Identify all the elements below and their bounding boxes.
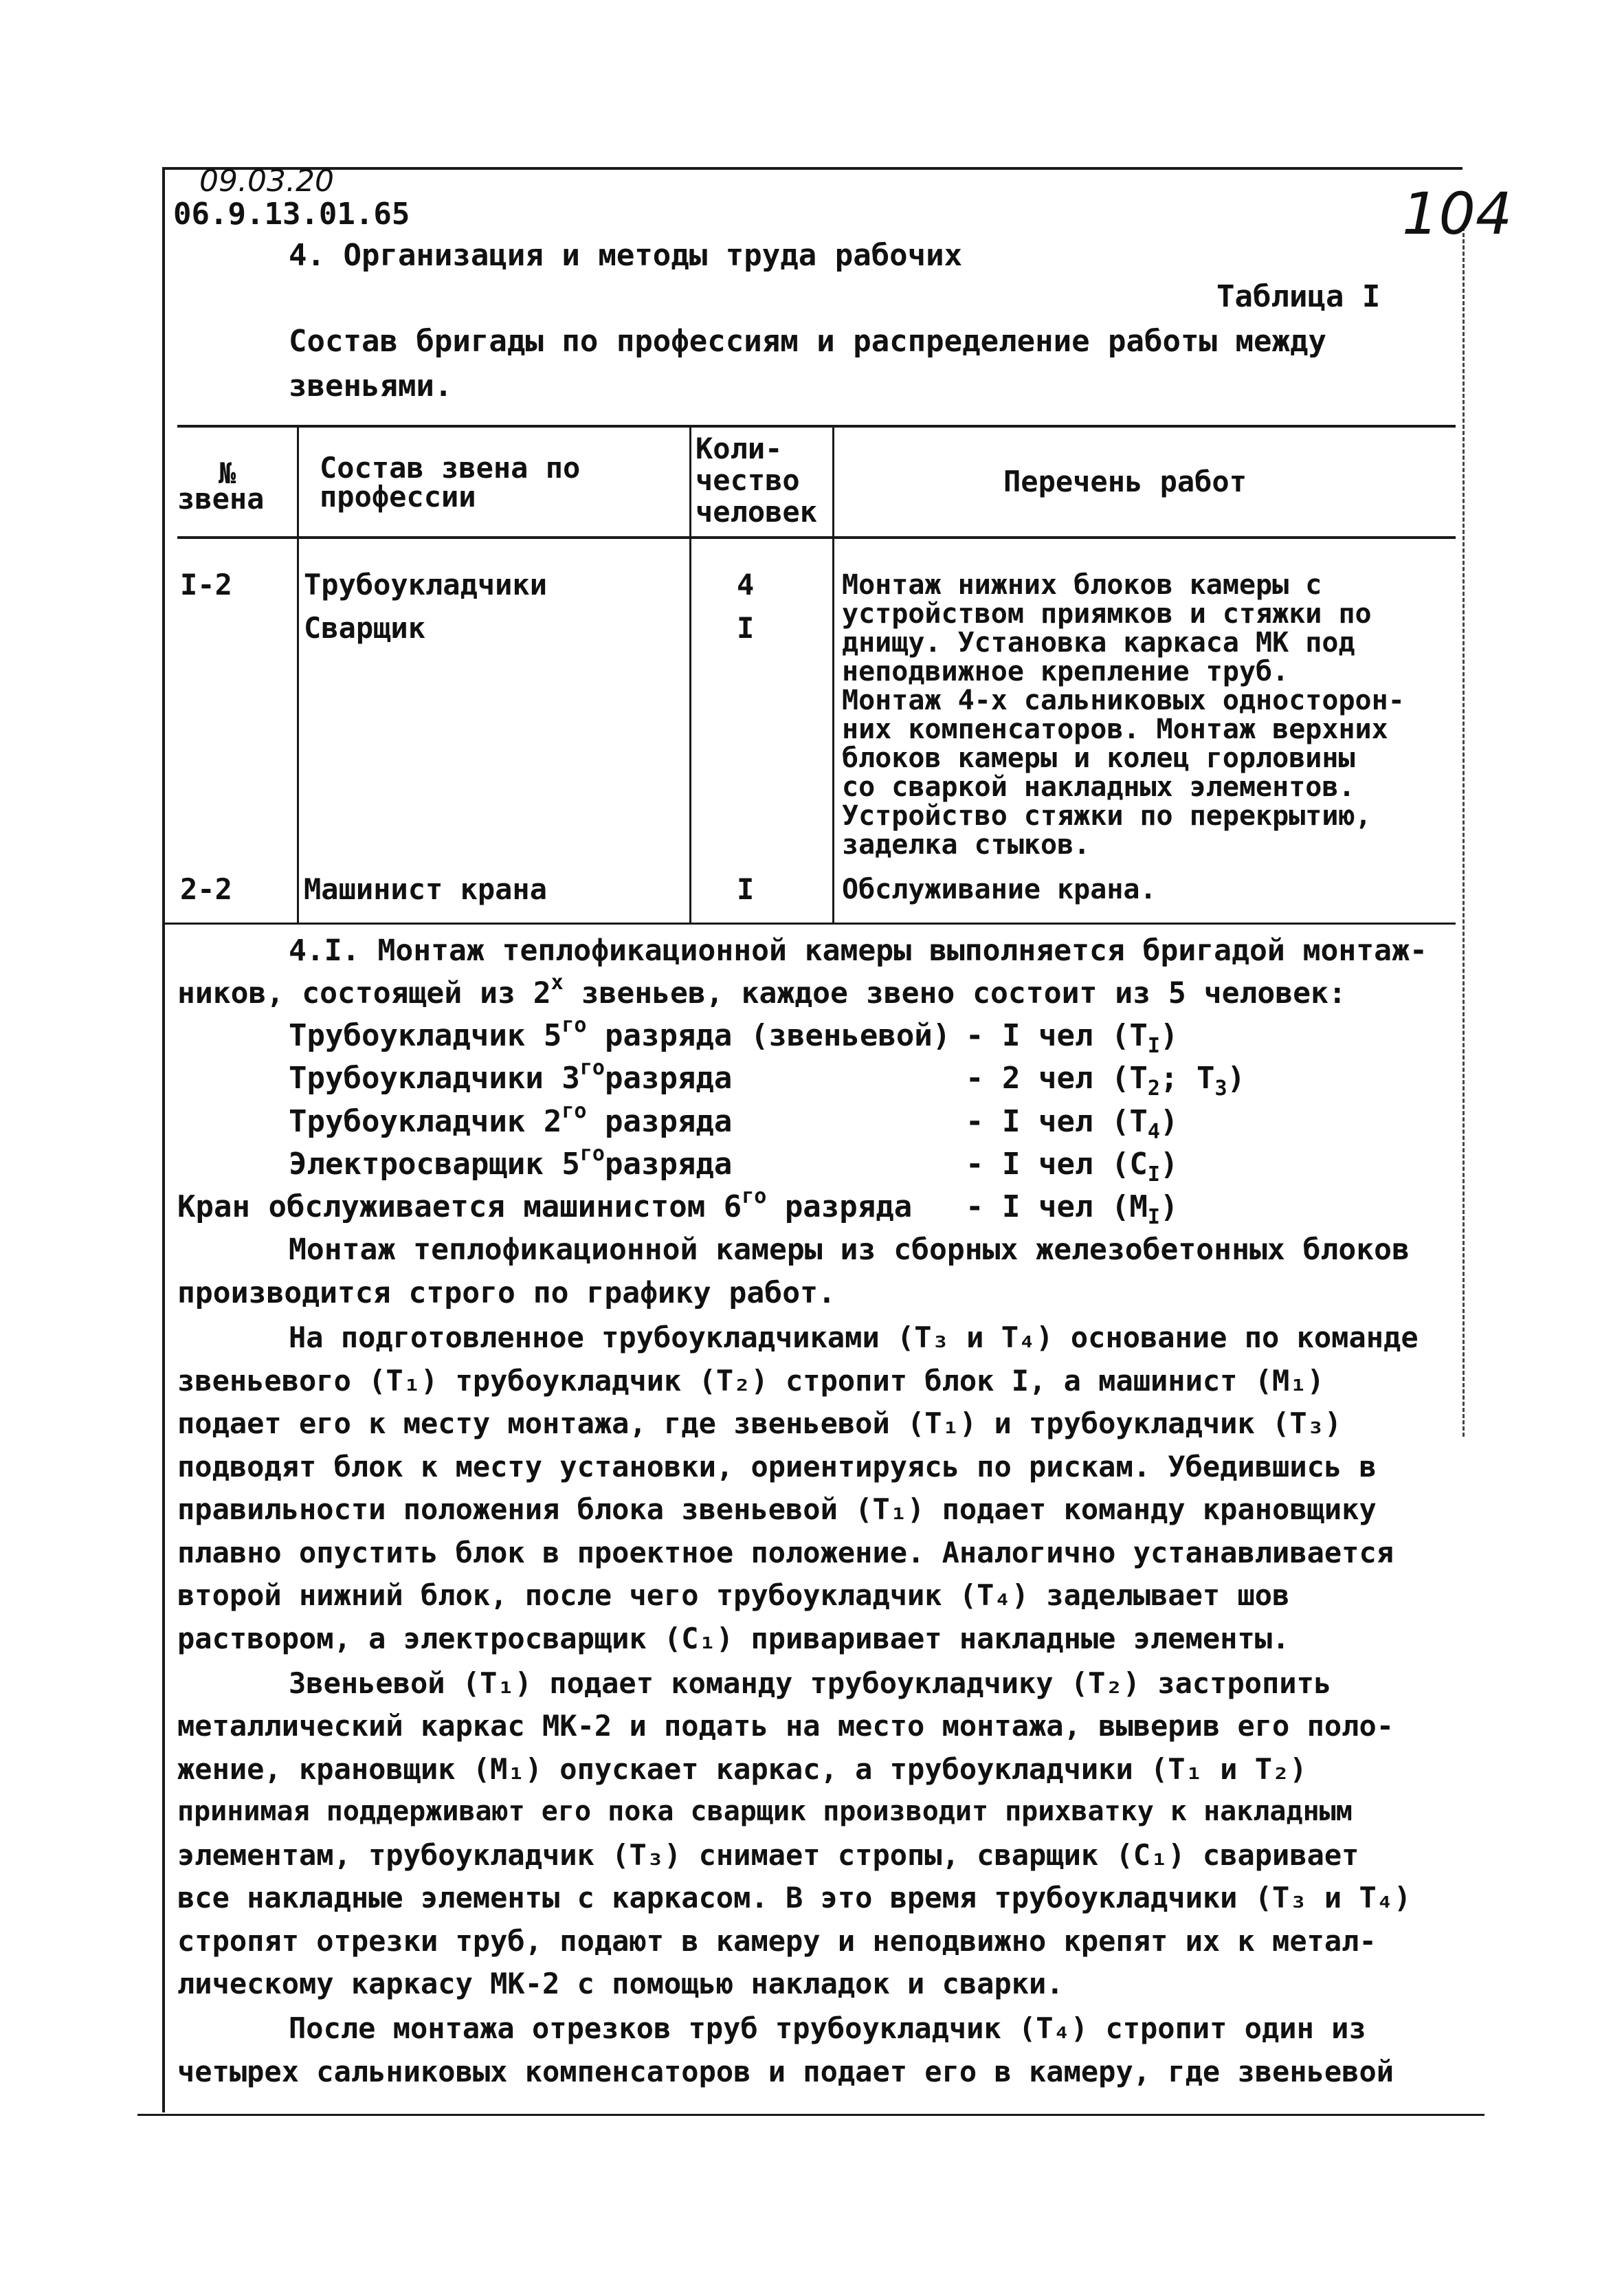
header-num: звена [177,482,265,516]
header-quantity: Коли- [696,432,783,465]
paragraph-line: металлический каркас МК-2 и подать на место монтажа, выверив его поло- [177,1709,1394,1743]
paragraph-line: правильности положения блока звеньевой (Т₁) подает команду крановщику [177,1492,1377,1526]
row1-works-line: неподвижное крепление труб. [842,656,1289,687]
paragraph-line: звеньевого (Т₁) трубоукладчик (Т₂) стропит блок I, а машинист (М₁) [177,1364,1324,1398]
row1-works-line: днищу. Установка каркаса МК под [842,627,1355,659]
row1-profession-1: Трубоукладчики [304,568,548,601]
header-composition-cont: профессии [320,480,476,514]
table-label: Таблица I [1216,279,1381,314]
row1-works-line: Устройство стяжки по перекрытию, [842,800,1372,832]
crew-item: Кран обслуживается машинистом $6^{го}$ разряда [177,1184,913,1224]
row1-num: I-2 [180,568,232,601]
frame-top-line [164,167,1462,170]
paragraph-line: производится строго по графику работ. [177,1276,836,1310]
paragraph-line: лическому каркасу МК-2 с помощью накладок и сварки. [177,1967,1064,2000]
table-col-divider-2 [689,425,691,923]
header-works: Перечень работ [1003,465,1247,498]
frame-bottom-line [137,2114,1484,2116]
table-col-divider-1 [297,425,299,923]
crew-item: Трубоукладчики $3^{го}разряда$ [289,1056,733,1096]
paragraph-4-1-line: 4.I. Монтаж теплофикационной камеры выполняется бригадой монтаж- [289,934,1427,968]
crew-item: Электросварщик $5^{го}разряда$ [289,1142,733,1182]
paragraph-line: подводят блок к месту установки, ориентируясь по рискам. Убедившись в [177,1450,1377,1483]
paragraph-line: раствором, а электросварщик (С₁) приваривает накладные элементы. [177,1622,1290,1655]
crew-count: - 2 чел ($Т_2$; $Т_3$) [966,1061,1246,1101]
header-quantity-cont2: человек [696,495,818,529]
handwritten-code: 09.03.20 [199,164,334,199]
paragraph-line: подает его к месту монтажа, где звеньевой (Т₁) и трубоукладчик (Т₃) [177,1406,1342,1440]
header-num-symbol: № [219,456,236,490]
doc-code: 06.9.13.01.65 [173,197,410,232]
paragraph-line: плавно опустить блок в проектное положение. Аналогично устанавливается [177,1536,1394,1569]
paragraph-line: принимая поддерживают его пока сварщик производит прихватку к накладным [177,1796,1353,1827]
table-top-rule [177,425,1456,428]
row1-works-line: заделка стыков. [842,829,1091,861]
paragraph-line: жение, крановщик (М₁) опускает каркас, а трубоукладчики (Т₁ и Т₂) [177,1752,1307,1786]
row1-works-line: Монтаж нижних блоков камеры с [842,569,1322,601]
section-title: 4. Организация и методы труда рабочих [289,238,963,273]
row1-works-line: Монтаж 4-х сальниковых односторон- [842,685,1405,716]
paragraph-4-1-line: ников, состоящей из $2^х$ звеньев, каждое звено состоит из 5 человек: [177,971,1346,1011]
paragraph-line: четырех сальниковых компенсаторов и подает его в камеру, где звеньевой [177,2055,1394,2088]
paragraph-line: После монтажа отрезков труб трубоукладчик (Т₄) стропит один из [289,2011,1366,2045]
paragraph-line: стропят отрезки труб, подают в камеру и неподвижно крепят их к метал- [177,1924,1377,1958]
row1-qty-1: 4 [737,568,755,601]
frame-right-dashed [1462,227,1465,1437]
page-number: 104 [1402,180,1513,247]
row2-works-line: Обслуживание крана. [842,874,1157,905]
header-quantity-cont: чество [696,463,800,497]
table-col-divider-3 [832,425,834,923]
crew-count: - I чел $(Т_I)$ [966,1018,1179,1058]
header-composition: Состав звена по [320,451,581,485]
row2-profession-1: Машинист крана [304,872,548,906]
paragraph-line: элементам, трубоукладчик (Т₃) снимает стропы, сварщик (С₁) сваривает [177,1838,1359,1872]
paragraph-line: все накладные элементы с каркасом. В это время трубоукладчики (Т₃ и Т₄) [177,1881,1412,1914]
row1-works-line: со сваркой накладных элементов. [842,771,1355,803]
frame-left-line [162,167,165,2112]
row1-profession-2: Сварщик [304,611,426,645]
crew-item: Трубоукладчик $2^{го}$ разряда [289,1099,733,1139]
paragraph-line: второй нижний блок, после чего трубоукладчик (Т₄) заделывает шов [177,1578,1290,1612]
table-caption: Состав бригады по профессиям и распределение работы между [289,324,1326,359]
paragraph-line: На подготовленное трубоукладчиками (Т₃ и Т₄) основание по команде [289,1321,1419,1354]
table-bottom-rule [164,923,1456,925]
crew-count: - I чел $(М_I)$ [966,1189,1179,1229]
row1-qty-2: I [737,611,755,645]
crew-count: - I чел $(Т_4)$ [966,1104,1179,1144]
row1-works-line: устройством приямков и стяжки по [842,598,1372,630]
paragraph-line: Звеньевой (Т₁) подает команду трубоукладчику (Т₂) застропить [289,1666,1332,1700]
crew-item: Трубоукладчик $5^{го}$ разряда (звеньевой) [289,1013,951,1053]
table-caption-cont: звеньями. [289,368,453,404]
row2-qty-1: I [737,872,755,906]
crew-count: - I чел $(С_I)$ [966,1147,1179,1186]
table-header-rule [177,536,1456,539]
row1-works-line: них компенсаторов. Монтаж верхних [842,714,1388,745]
row2-num: 2-2 [180,872,232,906]
paragraph-line: Монтаж теплофикационной камеры из сборных железобетонных блоков [289,1233,1410,1267]
row1-works-line: блоков камеры и колец горловины [842,742,1355,774]
